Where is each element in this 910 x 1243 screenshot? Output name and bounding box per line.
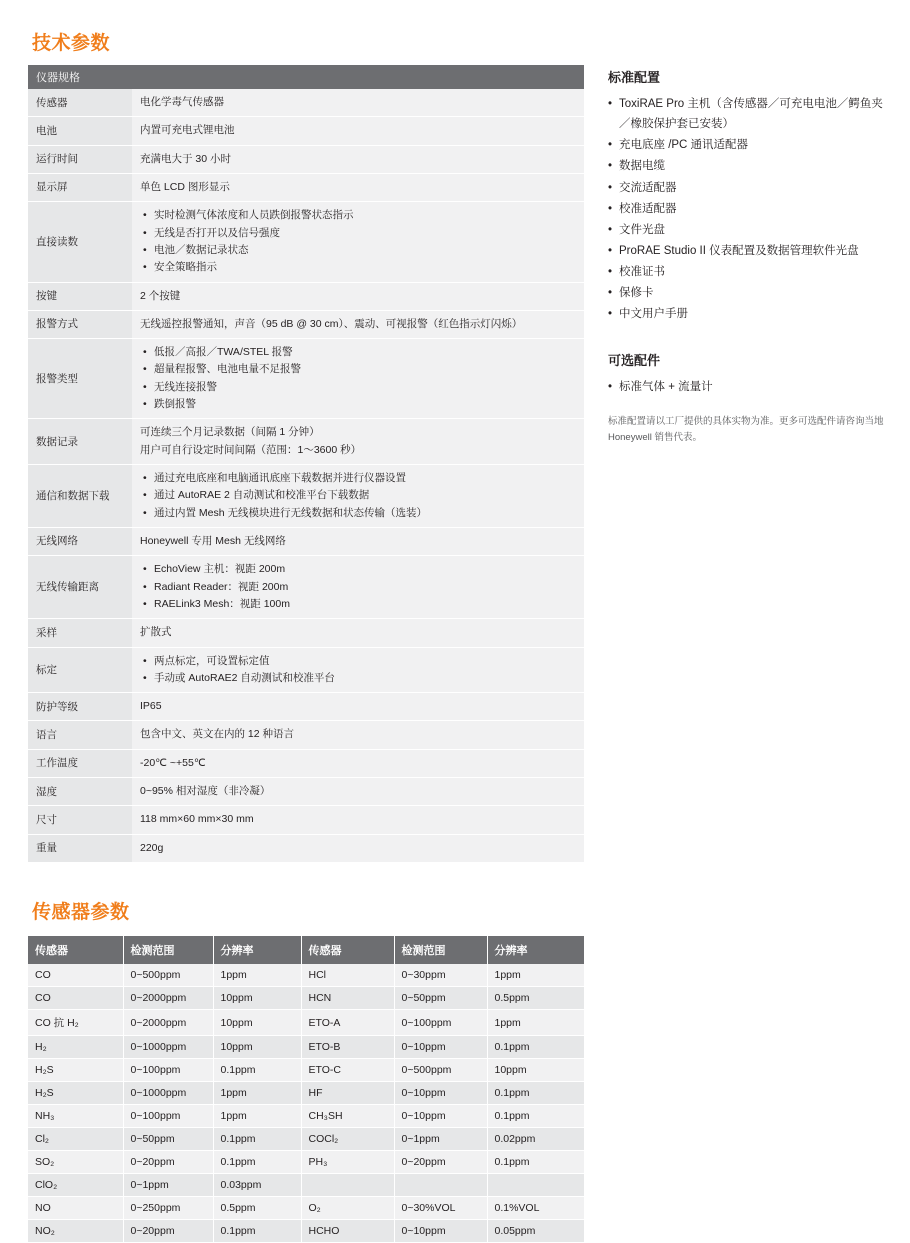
sensor-table-cell: H₂S [28,1082,123,1105]
sensor-table-cell: 0~10ppm [394,1105,487,1128]
sensor-table-row [28,1082,584,1105]
sensor-table-cell: CO [28,964,123,987]
sensor-table-cell: HF [301,1082,394,1105]
spec-row [28,806,584,834]
sensor-table-cell: 0~100ppm [123,1105,213,1128]
sensor-table-cell: 0.03ppm [213,1174,301,1197]
sensor-table-cell: 1ppm [487,1010,584,1036]
sensor-table-cell: COCl₂ [301,1128,394,1151]
spec-value-line: 可连续三个月记录数据（间隔 1 分钟） [140,426,320,439]
spec-row-value [132,145,584,173]
spec-row [28,693,584,721]
sensor-table-cell: ETO-A [301,1010,394,1036]
sensor-table-cell: 0~10ppm [394,1036,487,1059]
spec-row-value [132,749,584,777]
sensor-table-cell: 0~250ppm [123,1197,213,1220]
sensor-table-row [28,964,584,987]
sensor-table-cell [487,1174,584,1197]
spec-bullet-item: • 通过充电底座和电脑通讯底座下载数据并进行仪器设置 [152,470,576,487]
spec-row [28,556,584,619]
spec-row [28,778,584,806]
spec-row [28,117,584,145]
spec-row-key: 传感器 [28,89,132,117]
sensor-table-cell: 0~30ppm [394,964,487,987]
sensor-table-cell: 10ppm [487,1059,584,1082]
sensor-table-cell: 0.1ppm [487,1151,584,1174]
sensor-table-cell: 0~20ppm [123,1151,213,1174]
sensor-table-header-cell: 分辨率 [487,936,584,964]
spec-row-key: 无线传输距离 [28,556,132,619]
spec-table-header: 仪器规格 [28,65,584,89]
spec-bullet-item: • 两点标定，可设置标定值 [152,653,576,670]
sensor-table-cell: 0.1ppm [213,1128,301,1151]
spec-row-value [132,339,584,419]
sensor-table-cell: 0~50ppm [394,987,487,1010]
sensor-table-cell: 0.1ppm [213,1220,301,1243]
spec-row-key: 标定 [28,647,132,693]
sensor-table-header-cell: 检测范围 [394,936,487,964]
spec-row-key: 语言 [28,721,132,749]
spec-bullet-list [140,470,576,522]
standard-config-list [608,94,894,324]
spec-row-key: 数据记录 [28,419,132,465]
spec-value-line: IP65 [140,700,162,713]
spec-row-key: 报警方式 [28,310,132,338]
sensor-table-cell: Cl₂ [28,1128,123,1151]
spec-value-line: -20℃ ~+55℃ [140,756,206,769]
standard-config-item: • 中文用户手册 [608,304,894,324]
sensor-table-cell: 0.5ppm [487,987,584,1010]
sensor-table-body [28,964,584,1243]
sensor-table-cell: 0~500ppm [394,1059,487,1082]
sensor-table-cell: NH₃ [28,1105,123,1128]
spec-row [28,834,584,862]
spec-row-value [132,527,584,555]
spec-value-line: 内置可充电式锂电池 [140,124,235,137]
optional-config-list [608,377,894,397]
spec-column [28,65,584,863]
sensor-table-cell: 0.1ppm [487,1036,584,1059]
spec-bullet-item: • 低报／高报／TWA/STEL 报警 [152,344,576,361]
sensor-table-cell [301,1174,394,1197]
spec-row [28,310,584,338]
standard-config-item: • 交流适配器 [608,178,894,198]
standard-config-title: 标准配置 [608,70,661,85]
standard-config-item: • ProRAE Studio II 仪表配置及数据管理软件光盘 [608,241,894,261]
sensor-table-cell: ETO-C [301,1059,394,1082]
sensor-table-cell: 0.1ppm [213,1059,301,1082]
sensor-table-cell: 0.1ppm [213,1151,301,1174]
spec-value-line: 用户可自行设定时间间隔（范围：1～3600 秒） [140,443,362,456]
sensor-table-cell: H₂ [28,1036,123,1059]
config-footnote: 标准配置请以工厂提供的具体实物为准。更多可选配件请咨询当地 Honeywell 销售代表。 [608,415,884,443]
sensor-table-cell: SO₂ [28,1151,123,1174]
spec-bullet-list [140,207,576,276]
spec-row-key: 按键 [28,282,132,310]
spec-value-line: 充满电大于 30 小时 [140,152,232,165]
sensor-table-cell: 0~1ppm [123,1174,213,1197]
spec-bullet-list [140,561,576,613]
page-title-sensors: 传感器参数 [32,902,130,923]
spec-row [28,527,584,555]
sensor-table-cell: 1ppm [487,964,584,987]
sensor-table-cell: CO [28,987,123,1010]
sensor-table-cell: 10ppm [213,987,301,1010]
config-column [608,65,894,446]
spec-row [28,173,584,201]
sensor-table-cell: HCl [301,964,394,987]
sensor-table-row [28,1174,584,1197]
spec-row-key: 尺寸 [28,806,132,834]
spec-value-line: 单色 LCD 图形显示 [140,180,230,193]
sensor-table-cell: 1ppm [213,1105,301,1128]
spec-value-line: Honeywell 专用 Mesh 无线网络 [140,534,286,547]
sensor-table-cell: HCHO [301,1220,394,1243]
spec-row [28,145,584,173]
sensor-table-header-cell: 分辨率 [213,936,301,964]
sensor-table-header-cell: 检测范围 [123,936,213,964]
spec-value-line: 220g [140,841,164,854]
sensor-table-cell: NO₂ [28,1220,123,1243]
optional-config-item: • 标准气体 + 流量计 [608,377,894,397]
optional-config-title: 可选配件 [608,353,661,369]
spec-bullet-item: • 电池／数据记录状态 [152,242,576,259]
sensor-table-row [28,1010,584,1036]
sensor-table-cell: 0~2000ppm [123,987,213,1010]
sensor-table-cell: 1ppm [213,1082,301,1105]
spec-row-value [132,310,584,338]
sensor-table-cell: 0.5ppm [213,1197,301,1220]
spec-row-value [132,89,584,117]
sensor-table-cell: 0~50ppm [123,1128,213,1151]
sensor-table-cell: 1ppm [213,964,301,987]
sensor-table-row [28,1105,584,1128]
sensor-table-cell: CH₃SH [301,1105,394,1128]
spec-value-line: 0~95% 相对湿度（非冷凝） [140,785,271,798]
spec-row-value [132,806,584,834]
spec-bullet-item: • 无线连接报警 [152,379,576,396]
sensor-table-cell: 0.05ppm [487,1220,584,1243]
spec-row-key: 显示屏 [28,173,132,201]
sensor-table-row [28,1059,584,1082]
spec-row-value [132,202,584,282]
spec-row-value [132,721,584,749]
spec-row-value [132,117,584,145]
spec-row-key: 重量 [28,834,132,862]
spec-row [28,465,584,528]
sensor-table-cell: 0~1000ppm [123,1082,213,1105]
standard-config-item: • 保修卡 [608,283,894,303]
spec-bullet-item: • 超量程报警、电池电量不足报警 [152,361,576,378]
spec-row-value [132,419,584,465]
sensor-table-cell: 0~20ppm [394,1151,487,1174]
spec-bullet-item: • Radiant Reader：视距 200m [152,579,576,596]
sensor-table-header-row [28,936,584,964]
spec-row-key: 无线网络 [28,527,132,555]
sensor-table-header-cell: 传感器 [301,936,394,964]
spec-bullet-list [140,653,576,688]
spec-row [28,721,584,749]
sensor-table-cell: 0~10ppm [394,1082,487,1105]
sensor-table-cell: 0~1ppm [394,1128,487,1151]
spec-row [28,619,584,647]
spec-row-key: 直接读数 [28,202,132,282]
sensor-table-cell: ETO-B [301,1036,394,1059]
sensor-table-cell: O₂ [301,1197,394,1220]
spec-row-value [132,647,584,693]
spec-bullet-item: • 通过 AutoRAE 2 自动测试和校准平台下载数据 [152,487,576,504]
sensor-table-row [28,987,584,1010]
standard-config-item: • 校准适配器 [608,199,894,219]
standard-config-item: • 校准证书 [608,262,894,282]
standard-config-item: • 文件光盘 [608,220,894,240]
sensor-table-cell: 0~10ppm [394,1220,487,1243]
standard-config-item: • 充电底座 /PC 通讯适配器 [608,135,894,155]
spec-row-key: 采样 [28,619,132,647]
spec-bullet-item: • EchoView 主机：视距 200m [152,561,576,578]
sensor-table-row [28,1151,584,1174]
standard-config-item: • 数据电缆 [608,156,894,176]
spec-table-body [28,89,584,863]
spec-bullet-item: • 实时检测气体浓度和人员跌倒报警状态指示 [152,207,576,224]
sensor-table-cell: 0~1000ppm [123,1036,213,1059]
spec-value-line: 包含中文、英文在内的 12 种语言 [140,728,295,741]
spec-row-value [132,778,584,806]
spec-row [28,647,584,693]
sensor-table-cell [394,1174,487,1197]
sensor-table-header-cell: 传感器 [28,936,123,964]
spec-bullet-item: • 通过内置 Mesh 无线模块进行无线数据和状态传输（选装） [152,505,576,522]
sensor-table-cell: NO [28,1197,123,1220]
page-title-tech: 技术参数 [32,33,111,54]
spec-row-key: 湿度 [28,778,132,806]
spec-row [28,282,584,310]
spec-bullet-list [140,344,576,413]
sensor-table [28,936,585,1243]
spec-value-line: 扩散式 [140,626,172,639]
spec-value-line: 电化学毒气传感器 [140,96,224,108]
sensor-table-cell: 0~500ppm [123,964,213,987]
sensor-table-cell: PH₃ [301,1151,394,1174]
spec-bullet-item: • RAELink3 Mesh：视距 100m [152,596,576,613]
sensor-table-cell: 0~2000ppm [123,1010,213,1036]
spec-bullet-item: • 手动或 AutoRAE2 自动测试和校准平台 [152,670,576,687]
spec-row-key: 运行时间 [28,145,132,173]
sensor-table-cell: 0.1ppm [487,1082,584,1105]
sensor-table-cell: 0~30%VOL [394,1197,487,1220]
sensor-table-cell: 0~20ppm [123,1220,213,1243]
standard-config-item: • ToxiRAE Pro 主机（含传感器／可充电电池／鳄鱼夹／橡胶保护套已安装） [608,94,894,134]
spec-bullet-item: • 安全策略指示 [152,259,576,276]
spec-row [28,202,584,282]
sensor-table-cell: 0.1%VOL [487,1197,584,1220]
spec-row-key: 电池 [28,117,132,145]
spec-row-key: 报警类型 [28,339,132,419]
top-columns [28,65,882,863]
spec-value-line: 2 个按键 [140,289,181,302]
spec-row [28,749,584,777]
spec-row [28,419,584,465]
sensor-table-cell: ClO₂ [28,1174,123,1197]
sensor-table-row [28,1128,584,1151]
sensor-table-row [28,1220,584,1243]
spec-row [28,339,584,419]
spec-row-value [132,173,584,201]
sensor-table-cell: 0.02ppm [487,1128,584,1151]
sensor-table-cell: HCN [301,987,394,1010]
sensor-table-cell: 0~100ppm [394,1010,487,1036]
spec-row-key: 通信和数据下载 [28,465,132,528]
sensor-table-cell: 10ppm [213,1010,301,1036]
sensor-table-row [28,1197,584,1220]
spec-row-value [132,556,584,619]
spec-row-value [132,282,584,310]
spec-row-value [132,693,584,721]
spec-row-value [132,619,584,647]
sensor-table-cell: H₂S [28,1059,123,1082]
spec-row-value [132,834,584,862]
spec-row-key: 防护等级 [28,693,132,721]
sensor-table-cell: 0~100ppm [123,1059,213,1082]
spec-row-key: 工作温度 [28,749,132,777]
spec-bullet-item: • 无线是否打开以及信号强度 [152,225,576,242]
sensor-table-cell: 0.1ppm [487,1105,584,1128]
sensor-table-cell: CO 抗 H₂ [28,1010,123,1036]
sensor-table-cell: 10ppm [213,1036,301,1059]
spec-row-value [132,465,584,528]
spec-bullet-item: • 跌倒报警 [152,396,576,413]
spec-value-line: 118 mm×60 mm×30 mm [140,813,254,826]
spec-row [28,89,584,117]
spec-value-line: 无线遥控报警通知，声音（95 dB @ 30 cm）、震动、可视报警（红色指示灯闪烁） [140,317,523,330]
sensor-table-row [28,1036,584,1059]
spec-table [28,65,584,863]
